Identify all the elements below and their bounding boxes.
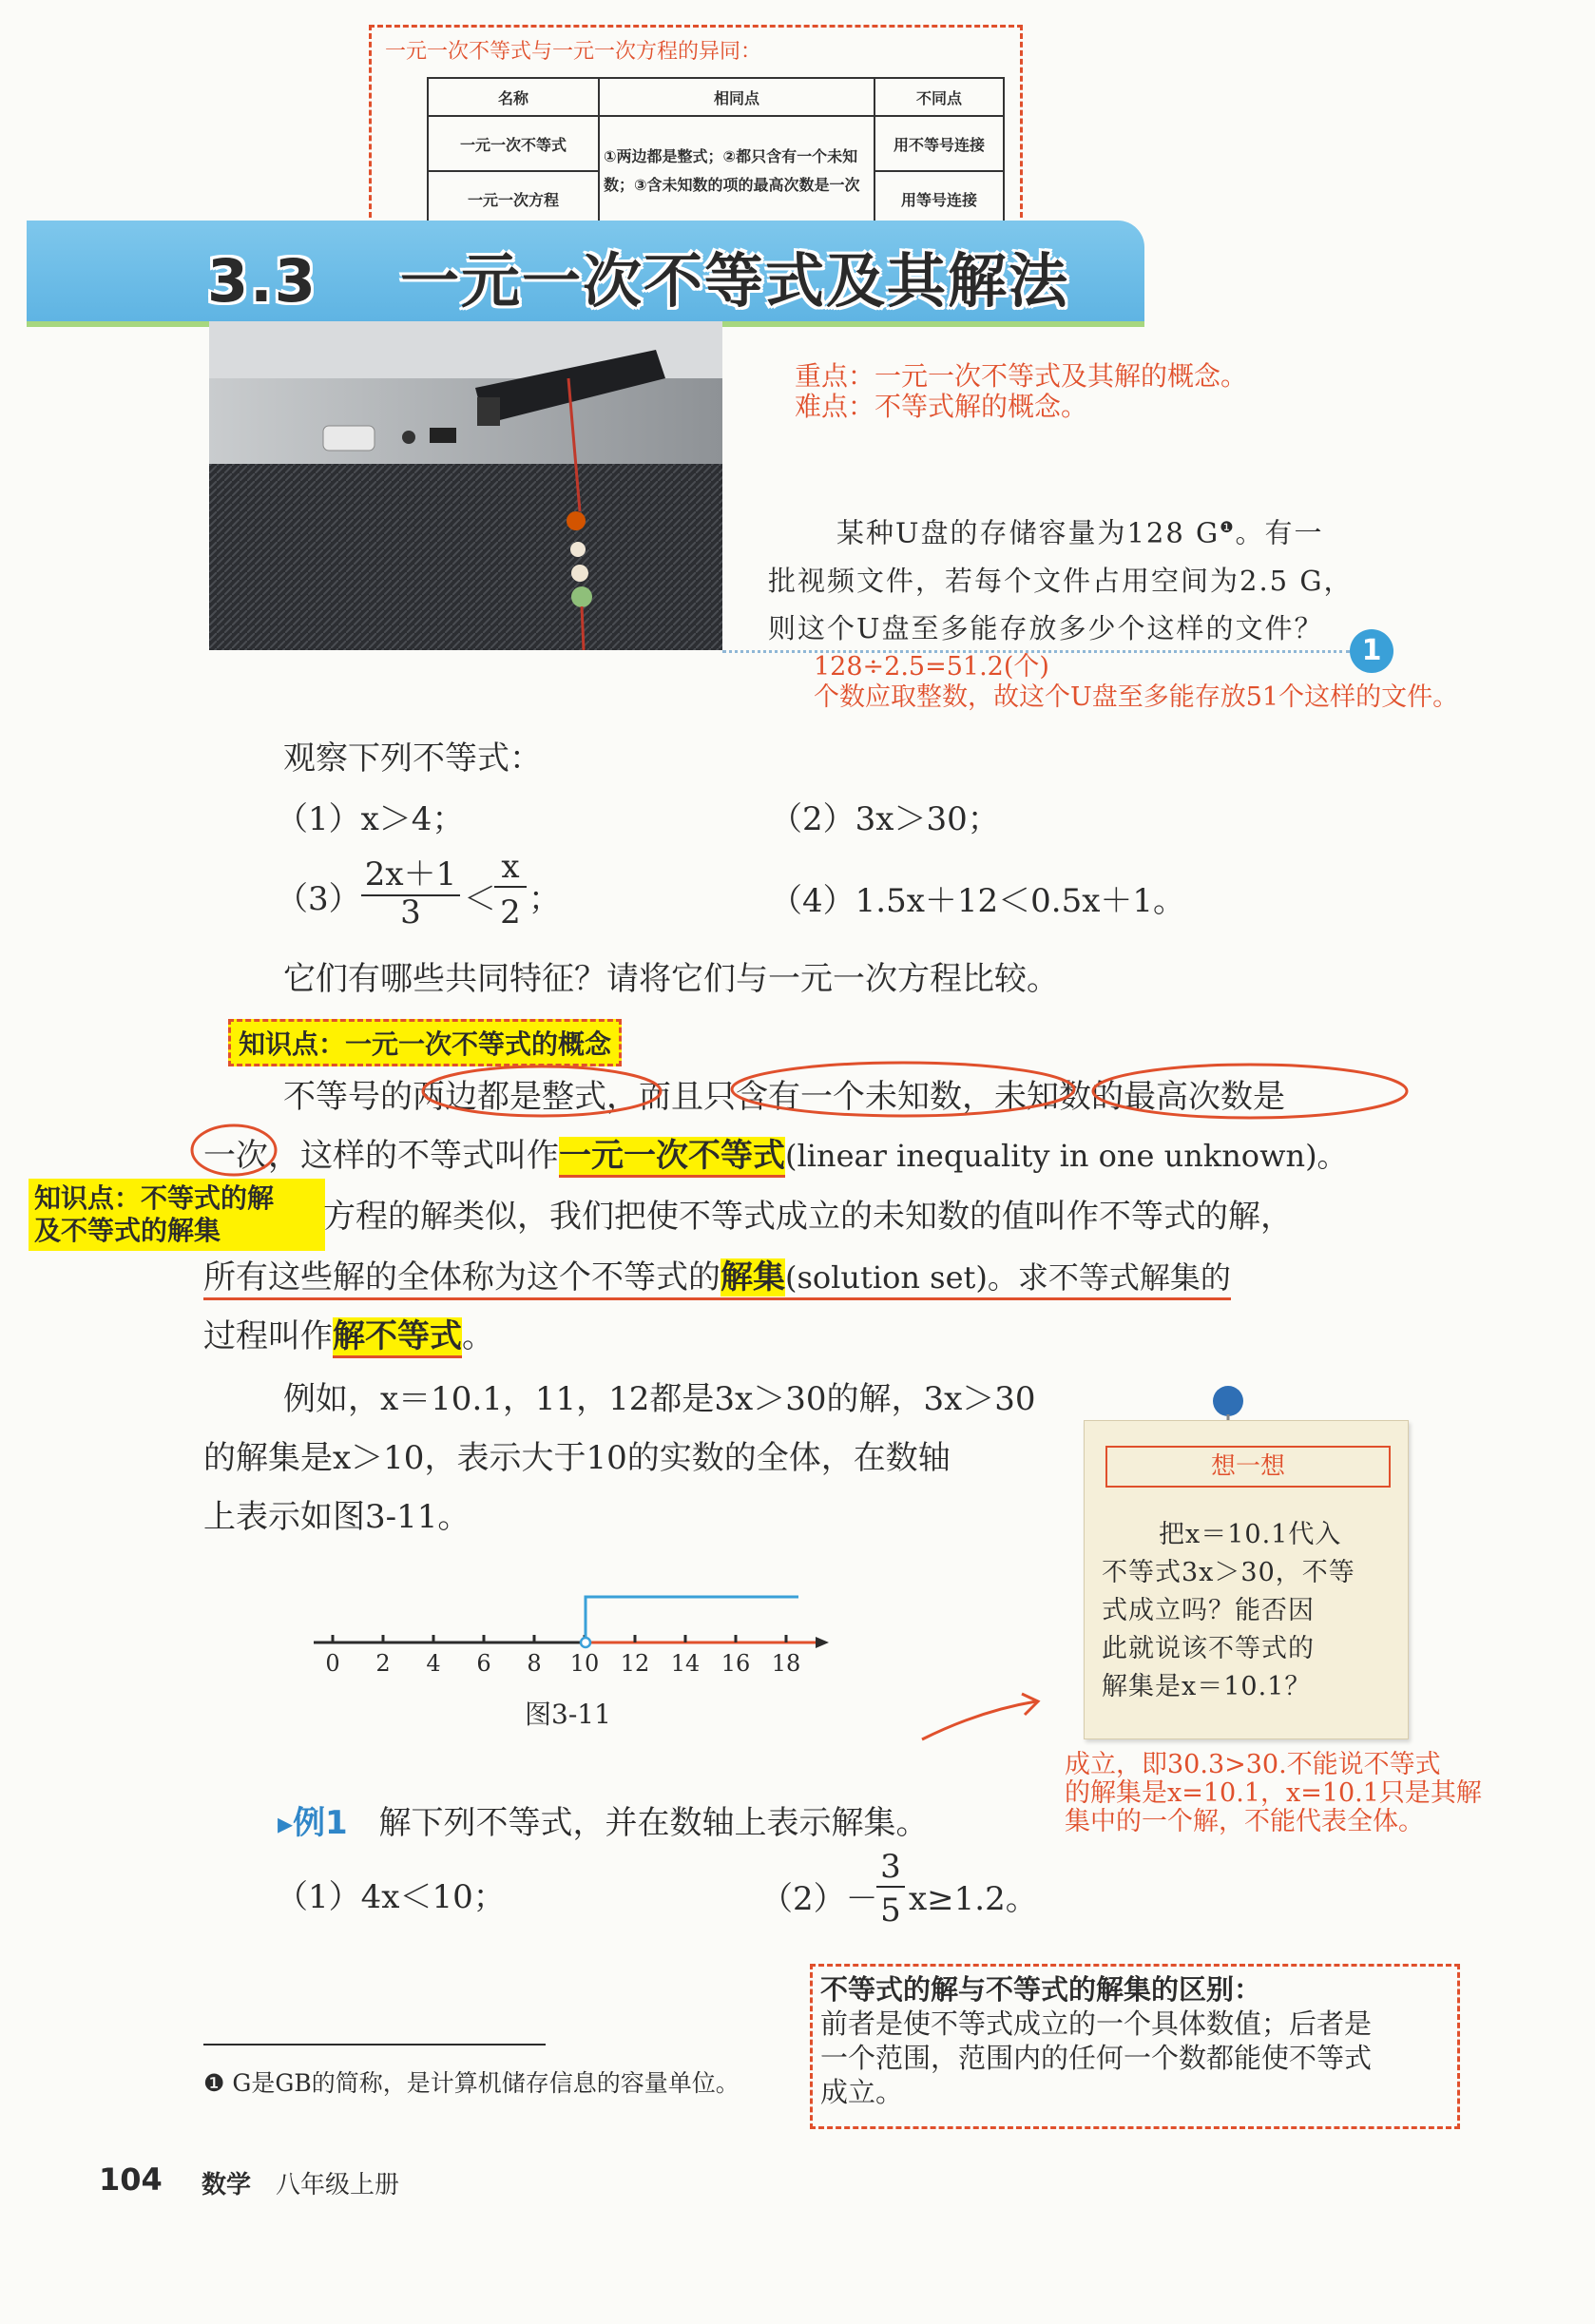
tick-label: 8 (527, 1650, 542, 1677)
think-answer (1065, 1751, 1482, 1836)
item-end: ； (528, 880, 561, 918)
difference-line: 前者是使不等式成立的一个具体数值；后者是 (820, 2007, 1373, 2040)
tick-label: 10 (569, 1650, 600, 1677)
exercise-2 (760, 1848, 1065, 1939)
english-term: (linear inequality in one unknown)。 (785, 1138, 1348, 1174)
note-line: 把x＝10.1代入 (1159, 1520, 1342, 1549)
step-badge: 1 (1350, 629, 1393, 673)
inequality-1: （1）x＞4； (276, 800, 465, 838)
tag-line: 及不等式的解集 (34, 1215, 221, 1246)
text-span: 一次，这样的不等式叫作 (203, 1137, 559, 1175)
tick-label: 2 (375, 1650, 391, 1677)
open-circle (581, 1638, 590, 1647)
less-than-sign: ＜ (464, 880, 496, 918)
knowledge-point-tag: 知识点：一元一次不等式的概念 (228, 1019, 622, 1066)
item-prefix: （3） (276, 880, 361, 918)
tick-label: 18 (771, 1650, 801, 1677)
tag-line: 知识点：不等式的解 (34, 1182, 275, 1214)
tick-label: 6 (476, 1650, 491, 1677)
example-line: 上表示如图3-11。 (203, 1498, 471, 1536)
definition-line: 方程的解类似，我们把使不等式成立的未知数的值叫作不等式的解， (323, 1198, 1293, 1236)
fraction-denominator: 5 (880, 1892, 901, 1930)
answer-line: 的解集是x=10.1，x=10.1只是其解 (1065, 1778, 1482, 1808)
fraction-numerator: 3 (876, 1848, 905, 1888)
text-span: (solution set)。求不等式解集的 (785, 1259, 1231, 1296)
footnote-text: G是GB的简称，是计算机储存信息的容量单位。 (232, 2069, 740, 2097)
exercise-1: （1）4x＜10； (276, 1878, 506, 1916)
observe-title: 观察下列不等式： (283, 739, 542, 778)
intro-line: 则这个U盘至多能存放多少个这样的文件？ (768, 611, 1324, 644)
focus-label: 重点： (795, 360, 875, 392)
definition-line (203, 1310, 494, 1356)
fraction-numerator: x (494, 848, 527, 888)
key-term: 解集 (721, 1258, 785, 1296)
example-prompt: 解下列不等式，并在数轴上表示解集。 (378, 1804, 929, 1842)
number-line (304, 1568, 836, 1682)
fraction-denominator: 3 (400, 893, 421, 932)
arrow-icon (913, 1682, 1055, 1749)
axis-arrow (816, 1637, 829, 1648)
inequality-4: （4）1.5x＋12＜0.5x＋1。 (770, 882, 1186, 920)
answer-line: 成立，即30.3>30.不能说不等式 (1065, 1750, 1441, 1779)
comparison-caption: 一元一次不等式与一元一次方程的异同： (385, 40, 762, 64)
key-term: 解不等式 (333, 1317, 462, 1358)
answer-line: 个数应取整数，故这个U盘至多能存放51个这样的文件。 (814, 682, 1459, 712)
section-number: 3.3 (207, 246, 317, 316)
table-cell: 用等号连接 (874, 171, 1004, 226)
difference-line: 成立。 (820, 2076, 904, 2108)
key-term: 一元一次不等式 (559, 1137, 785, 1178)
think-body (1102, 1516, 1396, 1706)
observe-question: 它们有哪些共同特征？请将它们与一元一次方程比较。 (283, 960, 1059, 998)
difference-line: 一个范围，范围内的任何一个数都能使不等式 (820, 2042, 1373, 2074)
fraction-numerator: 2x＋1 (361, 848, 460, 896)
text-span: 。 (462, 1317, 494, 1355)
table-header: 名称 (428, 78, 599, 116)
solution-ray (586, 1597, 798, 1639)
footnote-rule (203, 2044, 546, 2046)
note-line: 此就说该不等式的 (1102, 1634, 1315, 1663)
difference-title: 不等式的解与不等式的解集的区别： (820, 1973, 1262, 2006)
table-cell: 用不等号连接 (874, 116, 1004, 171)
inequality-2: （2）3x＞30； (770, 800, 1000, 838)
text-span: 过程叫作 (203, 1317, 333, 1355)
table-cell: 一元一次方程 (428, 171, 599, 226)
table-header: 不同点 (874, 78, 1004, 116)
intro-line: 某种U盘的存储容量为128 G (836, 516, 1220, 549)
focus-text: 一元一次不等式及其解的概念。 (874, 360, 1248, 392)
text-span: 所有这些解的全体称为这个不等式的 (203, 1258, 721, 1296)
answer-line: 集中的一个解，不能代表全体。 (1065, 1807, 1424, 1836)
page-number: 104 (99, 2161, 163, 2198)
intro-line: 批视频文件，若每个文件占用空间为2.5 G， (768, 564, 1354, 597)
table-cell: ①两边都是整式；②都只含有一个未知数；③含未知数的项的最高次数是一次 (599, 116, 874, 226)
note-line: 不等式3x＞30，不等 (1102, 1558, 1355, 1587)
difference-box (810, 1964, 1460, 2129)
item-end: x≥1.2。 (909, 1880, 1038, 1918)
section-name: 一元一次不等式及其解法 (400, 246, 1070, 316)
table-header: 相同点 (599, 78, 874, 116)
think-title: 想一想 (1105, 1446, 1391, 1488)
tick-label: 0 (325, 1650, 340, 1677)
difficulty-text: 不等式解的概念。 (874, 391, 1088, 422)
tick-label: 14 (670, 1650, 701, 1677)
footnote-mark: ❶ (1220, 518, 1236, 536)
tick-label: 12 (620, 1650, 650, 1677)
footnote (203, 2065, 740, 2099)
example-1: ▸例1 解下列不等式，并在数轴上表示解集。 (278, 1804, 929, 1842)
definition-line (203, 1251, 1231, 1300)
difficulty-label: 难点： (795, 391, 875, 422)
example-line: 例如，x＝10.1，11，12都是3x＞30的解，3x＞30 (283, 1380, 1036, 1418)
grade-label: 八年级上册 (276, 2171, 400, 2199)
table-cell: 一元一次不等式 (428, 116, 599, 171)
footnote-mark: ❶ (203, 2069, 225, 2097)
example-label: 例1 (293, 1804, 348, 1842)
difference-text (820, 1972, 1448, 2109)
tick-label: 16 (721, 1650, 751, 1677)
subject-label: 数学 (202, 2171, 252, 2199)
definition-line: 不等号的两边都是整式，而且只含有一个未知数，未知数的最高次数是 (283, 1078, 1285, 1116)
example-line: 的解集是x＞10，表示大于10的实数的全体，在数轴 (203, 1439, 951, 1477)
tick-label: 4 (426, 1650, 441, 1677)
item-prefix: （2）－ (760, 1880, 878, 1918)
note-line: 式成立吗？能否因 (1102, 1596, 1315, 1625)
intro-line: 。有一 (1235, 516, 1324, 549)
note-line: 解集是x＝10.1？ (1102, 1672, 1312, 1701)
figure-caption: 图3-11 (525, 1699, 611, 1730)
answer-line: 128÷2.5=51.2(个) (814, 652, 1049, 682)
fraction-denominator: 2 (500, 893, 521, 932)
think-note (1084, 1420, 1409, 1739)
